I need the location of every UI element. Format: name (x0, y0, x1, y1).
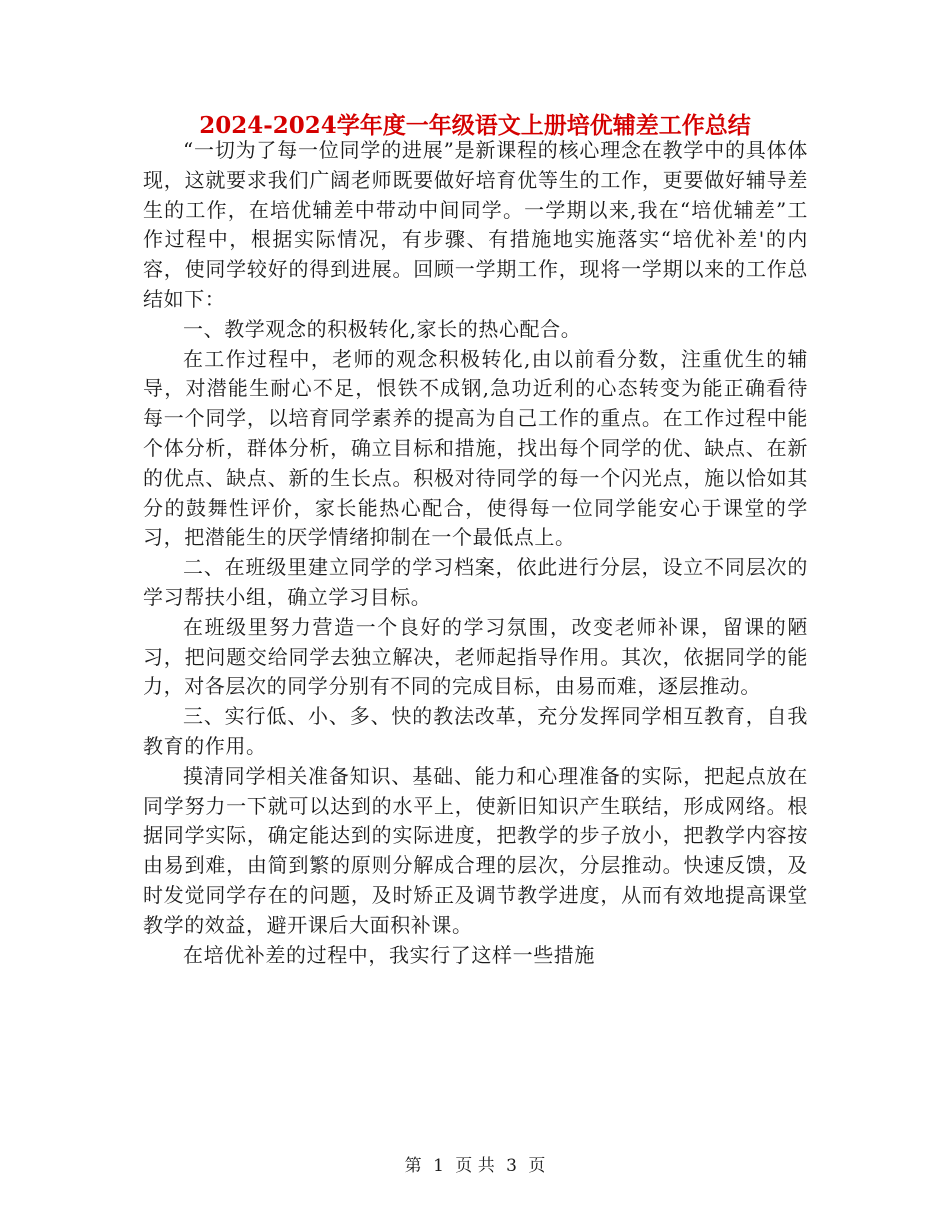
paragraph-section-2: 在班级里努力营造一个良好的学习氛围，改变老师补课，留课的陋习，把问题交给同学去独立解决，老师起指导作用。其次，依据同学的能力，对各层次的同学分别有不同的完成目标，由易而难，逐层推动。 (143, 614, 808, 699)
footer-suffix: 页 (528, 1156, 546, 1176)
section-heading-3: 三、实行低、小、多、快的教法改革，充分发挥同学相互教育，自我教育的作用。 (143, 704, 808, 758)
paragraph-section-3: 摸清同学相关准备知识、基础、能力和心理准备的实际，把起点放在同学努力一下就可以达到的水平上，使新旧知识产生联结，形成网络。根据同学实际，确定能达到的实际进度，把教学的步子放小，把教学内容按由易到难，由简到繁的原则分解成合理的层次，分层推动。快速反馈，及时发觉同学存在的问题，及时矫正及调节教学进度，从而有效地提高课堂教学的效益，避开课后大面积补课。 (143, 763, 808, 937)
section-heading-1: 一、教学观念的积极转化,家长的热心配合。 (183, 316, 582, 341)
footer-total-pages: 3 (506, 1156, 517, 1176)
paragraph-measures: 在培优补差的过程中，我实行了这样一些措施 (183, 942, 595, 967)
document-title: 2024-2024学年度一年级语文上册培优辅差工作总结 (199, 112, 751, 139)
page-footer (0, 1154, 950, 1178)
section-heading-2: 二、在班级里建立同学的学习档案，依此进行分层，设立不同层次的学习帮扶小组，确立学习目标。 (143, 555, 808, 609)
footer-prefix: 第 (404, 1156, 422, 1176)
paragraph-intro: “一切为了每一位同学的进展”是新课程的核心理念在教学中的具体体现，这就要求我们广阔老师既要做好培育优等生的工作，更要做好辅导差生的工作，在培优辅差中带动中间同学。一学期以来,我在“培优辅差”工作过程中，根据实际情况，有步骤、有措施地实施落实“培优补差'的内容，使同学较好的得到进展。回顾一学期工作，现将一学期以来的工作总结如下： (143, 138, 808, 311)
paragraph-section-1: 在工作过程中，老师的观念积极转化,由以前看分数，注重优生的辅导，对潜能生耐心不足，恨铁不成钢,急功近利的心态转变为能正确看待每一个同学，以培育同学素养的提高为自己工作的重点。在工作过程中能个体分析，群体分析，确立目标和措施，找出每个同学的优、缺点、在新的优点、缺点、新的生长点。积极对待同学的每一个闪光点，施以恰如其分的鼓舞性评价，家长能热心配合，使得每一位同学能安心于课堂的学习，把潜能生的厌学情绪抑制在一个最低点上。 (143, 346, 808, 550)
document-body (143, 136, 808, 970)
footer-middle: 页 共 (455, 1156, 495, 1176)
footer-page-number: 1 (433, 1156, 444, 1176)
